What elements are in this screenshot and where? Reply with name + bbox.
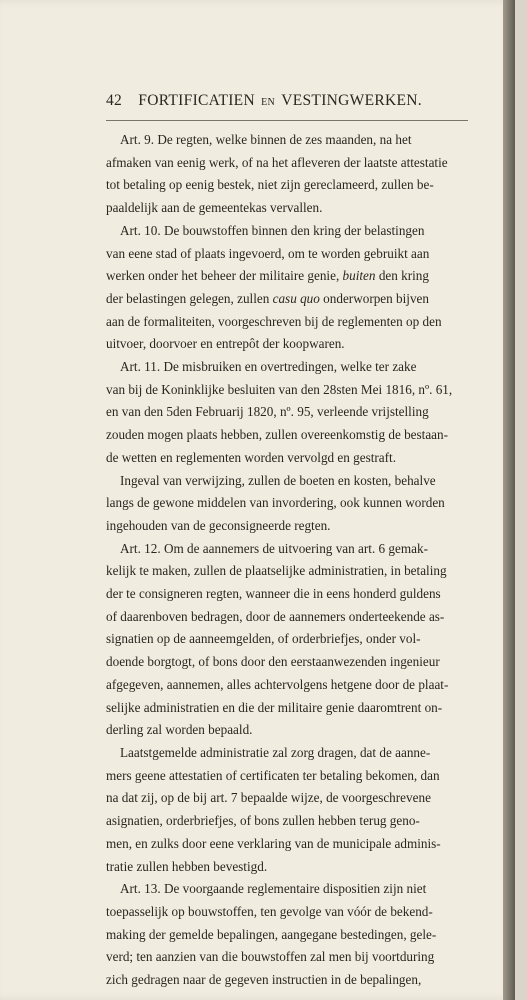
text-line: afgegeven, aannemen, alles achtervolgens hetgene door de plaat-: [106, 676, 449, 692]
text-line: kelijk te maken, zullen de plaatselijke administratien, in betaling: [106, 563, 447, 579]
text-line: uitvoer, doorvoer en entrepôt der koopwaren.: [106, 336, 345, 352]
text-line: Laatstgemelde administratie zal zorg dragen, dat de aanne-: [120, 744, 431, 760]
text-line: zouden mogen plaats hebben, zullen overeenkomstig de bestaan-: [106, 427, 449, 443]
body-text: [106, 129, 504, 992]
text-line: van eene stad of plaats ingevoerd, om te worden gebruikt aan: [106, 245, 430, 261]
text-line: paaldelijk aan de gemeentekas vervallen.: [106, 200, 323, 216]
text-line: de wetten en reglementen worden vervolgd en gestraft.: [106, 449, 397, 465]
book-spine-shadow: [503, 0, 515, 1000]
text-line: making der gemelde bepalingen, aangegane bestedingen, gele-: [106, 926, 437, 942]
text-line: Art. 13. De voorgaande reglementaire dispositien zijn niet: [120, 881, 427, 897]
text-line: ingehouden van de geconsigneerde regten.: [106, 517, 331, 533]
text-line: werken onder het beheer der militaire genie, buiten den kring: [106, 268, 429, 284]
text-line: Art. 9. De regten, welke binnen de zes maanden, na het: [120, 132, 412, 147]
text-line: der belastingen gelegen, zullen casu quo onderworpen bijven: [106, 290, 430, 306]
text-line: toepasselijk op bouwstoffen, ten gevolge van vóór de bekend-: [106, 903, 433, 919]
text-line: van bij de Koninklijke besluiten van den 28sten Mei 1816, nº. 61,: [106, 381, 453, 397]
text-line: afmaken van eenig werk, of na het afleveren der laatste attestatie: [106, 154, 448, 170]
header-title-connector: EN: [261, 97, 276, 108]
text-line: en van den 5den Februarij 1820, nº. 95, verleende vrijstelling: [106, 404, 429, 420]
text-line: tot betaling op eenig bestek, niet zijn gereclameerd, zullen be-: [106, 177, 434, 193]
text-line: aan de formaliteiten, voorgeschreven bij de reglementen op den: [106, 313, 442, 329]
text-line: signatien op de aanneemgelden, of orderbriefjes, onder vol-: [106, 631, 421, 647]
text-line: derling zal worden bepaald.: [106, 722, 253, 738]
text-line: men, en zulks door eene verklaring van de municipale adminis-: [106, 835, 441, 851]
header-title-part1: FORTIFICATIEN: [138, 92, 255, 109]
text-line: selijke administratien en die der militaire genie daaromtrent on-: [106, 699, 443, 715]
italic-term: casu quo: [272, 290, 320, 306]
text-line: Art. 10. De bouwstoffen binnen den kring der belastingen: [120, 222, 425, 238]
text-line: na dat zij, op de bij art. 7 bepaalde wijze, de voorgeschrevene: [106, 790, 431, 806]
running-header: [106, 92, 468, 121]
text-line: zich gedragen naar de gegeven instructien in de bepalingen,: [106, 972, 422, 988]
text-line: Art. 11. De misbruiken en overtredingen, welke ter zake: [120, 359, 417, 375]
text-line: langs de gewone middelen van invordering, ook kunnen worden: [106, 495, 445, 511]
text-line: mers geene attestatien of certificaten ter betaling bekomen, dan: [106, 767, 440, 783]
page-number: 42: [106, 92, 123, 109]
text-line: of daarenboven bedragen, door de aannemers onderteekende as-: [106, 608, 445, 624]
text-line: Ingeval van verwijzing, zullen de boeten en kosten, behalve: [120, 472, 436, 488]
text-line: der te consigneren regten, wanneer die in eens honderd guldens: [106, 586, 441, 602]
text-line: verd; ten aanzien van die bouwstoffen zal men bij voortduring: [106, 949, 435, 965]
text-line: asignatien, orderbriefjes, of bons zullen hebben terug geno-: [106, 813, 420, 829]
text-line: Art. 12. Om de aannemers de uitvoering van art. 6 gemak-: [120, 540, 428, 556]
text-line: doende borgtogt, of bons door den eerstaanwezenden ingenieur: [106, 654, 440, 670]
italic-term: buiten: [342, 268, 376, 284]
header-title-part2: VESTINGWERKEN.: [281, 92, 422, 109]
text-line: tratie zullen hebben bevestigd.: [106, 858, 268, 874]
